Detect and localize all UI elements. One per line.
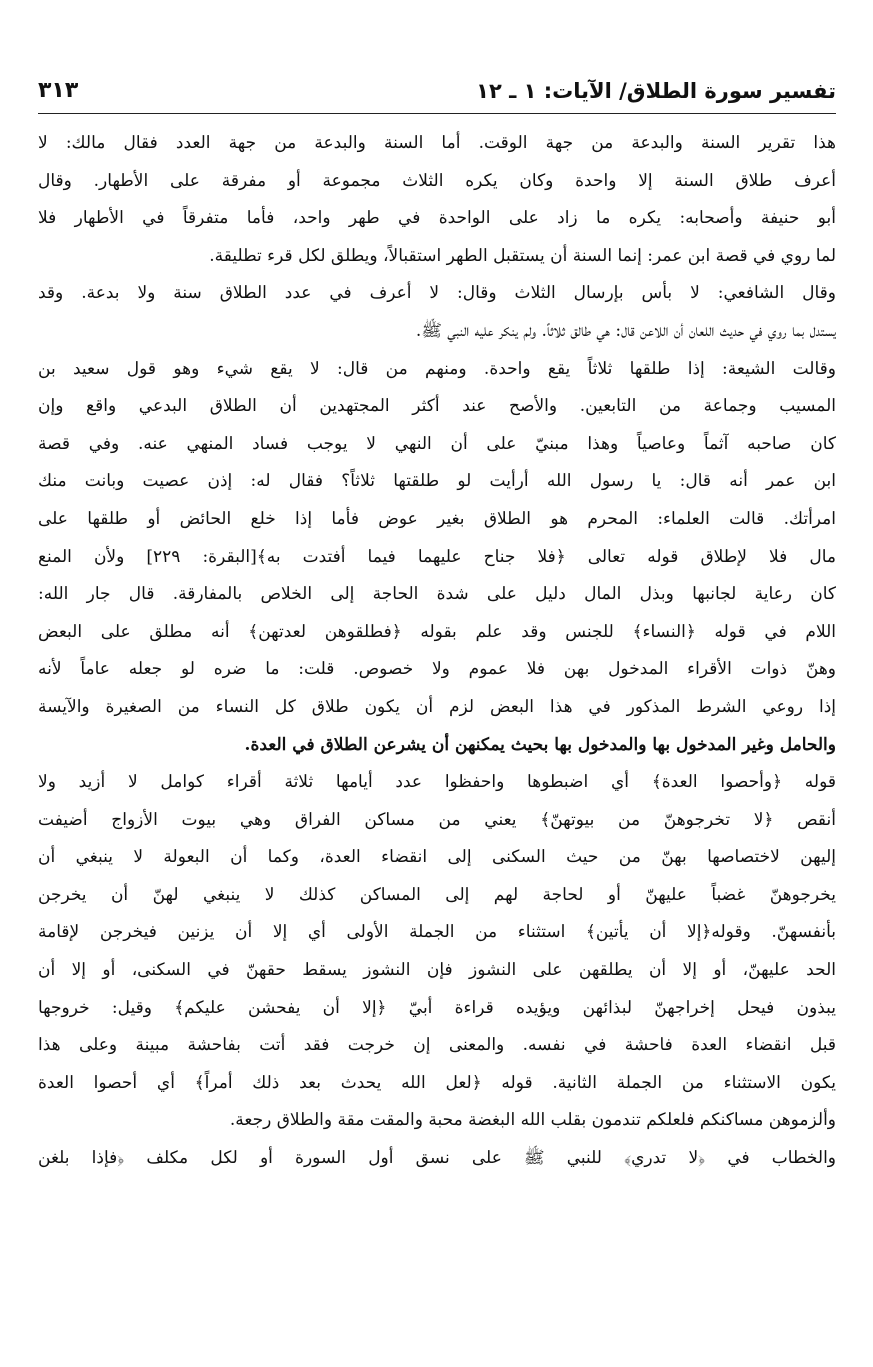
text-line: إليهن لاختصاصها بهنّ من حيث السكنى إلى انقضاء العدة، وكما أن البعولة لا ينبغي أن [38,847,836,868]
text-line: يخرجوهنّ غضباً عليهنّ أو لحاجة لهم إلى المساكن كذلك لا ينبغي لهنّ أن يخرجن [38,884,836,905]
running-title: تفسير سورة الطلاق/ الآيات: ١ ـ ١٢ [476,79,836,103]
text-line: كان صاحبه آثماً وعاصياً وهذا مبنيّ على أن النهي لا يوجب فساد المنهي عنه. وفي قصة [38,433,836,454]
text-line: أبو حنيفة وأصحابه: يكره ما زاد على الواحدة في طهر واحد، فأما متفرقاً في الأطهار فلا [38,208,836,229]
text-line: امرأتك. قالت العلماء: المحرم هو الطلاق بغير عوض فأما إذا خلع الحائض أو طلقها على [38,508,836,529]
text-line: مال فلا لإطلاق قوله تعالى ﴿فلا جناح عليهما فيما أفتدت به﴾[البقرة: ٢٢٩] ولأن المنع [38,546,836,567]
text-line: هذا تقرير السنة والبدعة من جهة الوقت. أما السنة والبدعة من جهة العدد فقال مالك: لا [38,133,836,153]
body-text [38,125,836,1178]
text-line: قبل انقضاء العدة فاحشة في نفسه. والمعنى إن خرجت فقد أتت بفاحشة مبينة وعلى هذا [38,1035,836,1056]
text-line: المسيب وجماعة من التابعين. والأصح عند أكثر المجتهدين أن الطلاق البدعي واقع وإن [38,396,836,417]
text-line: وهنّ ذوات الأقراء المدخول بهن فلا عموم ولا خصوص. قلت: ما ضره لو جعله عاماً لأنه [38,659,836,680]
text-line: يبذون فيحل إخراجهنّ لبذائهن ويؤيده قراءة أبيّ ﴿إلا أن يفحشن عليكم﴾ وقيل: خروجها [38,997,836,1018]
text-line: وقالت الشيعة: إذا طلقها ثلاثاً يقع واحدة. ومنهم من قال: لا يقع شيء وهو قول سعيد بن [38,358,836,379]
text-line: كان رعاية لجانبها وبذل المال دليل على شدة الحاجة إلى الخلاص بالمفارقة. قال جار الله: [38,584,836,605]
text-line: ابن عمر أنه قال: يا رسول الله أرأيت لو طلقتها ثلاثاً؟ فقال له: إذن عصيت وبانت منك [38,471,836,492]
text-line: والخطاب في ﴿لا تدري﴾ للنبي ﷺ على نسق أول السورة أو لكل مكلف ﴿فإذا بلغن [38,1148,836,1169]
text-line: وألزموهن مساكنكم فلعلكم تندمون بقلب الله البغضة محبة والمقت مقة والطلاق رجعة. [229,1110,836,1131]
text-line: قوله ﴿وأحصوا العدة﴾ أي اضبطوها واحفظوا عدد أيامها ثلاثة أقراء كوامل لا أزيد ولا [38,772,836,793]
text-line: الحد عليهنّ، أو إلا أن يطلقهن على النشوز فإن النشوز يسقط حقهنّ في السكنى، أو إلا أن [38,960,836,981]
text-line: إذا روعي الشرط المذكور في هذا البعض لزم أن يكون طلاق كل النساء من الصغيرة والآيسة [38,696,836,717]
text-line: أعرف طلاق السنة إلا واحدة وكان يكره الثلاث مجموعة أو مفرقة على الأطهار. وقال [38,170,836,191]
page-header [38,76,836,110]
text-line: أنقص ﴿لا تخرجوهنّ من بيوتهنّ﴾ يعني من مساكن الفراق وهي بيوت الأزواج أضيفت [38,809,836,830]
header-divider [38,113,836,114]
text-line: بأنفسهنّ. وقوله﴿إلا أن يأتين﴾ استثناء من الجملة الأولى أي إلا أن يزنين فيخرجن لإقامة [38,922,836,943]
text-line: يستدل بما روي في حديث اللعان أن اللاعن قال: هي طالق ثلاثاً. ولم ينكر عليه النبي ﷺ. [415,320,836,341]
text-line: وقال الشافعي: لا بأس بإرسال الثلاث وقال: لا أعرف في عدد الطلاق سنة ولا بدعة. وقد [38,283,836,304]
text-line: اللام في قوله ﴿النساء﴾ للجنس وقد علم بقوله ﴿فطلقوهن لعدتهن﴾ أنه مطلق على البعض [38,621,836,642]
text-line: والحامل وغير المدخول بها والمدخول بها بحيث يمكنهن أن يشرعن الطلاق في العدة. [244,734,836,755]
text-line: لما روي في قصة ابن عمر: إنما السنة أن يستقبل الطهر استقبالاً، ويطلق لكل قرء تطليقة. [209,245,836,266]
page-number: ٣١٣ [38,78,79,103]
text-line: يكون الاستثناء من الجملة الثانية. قوله ﴿لعل الله يحدث بعد ذلك أمراً﴾ أي أحصوا العدة [38,1072,836,1093]
